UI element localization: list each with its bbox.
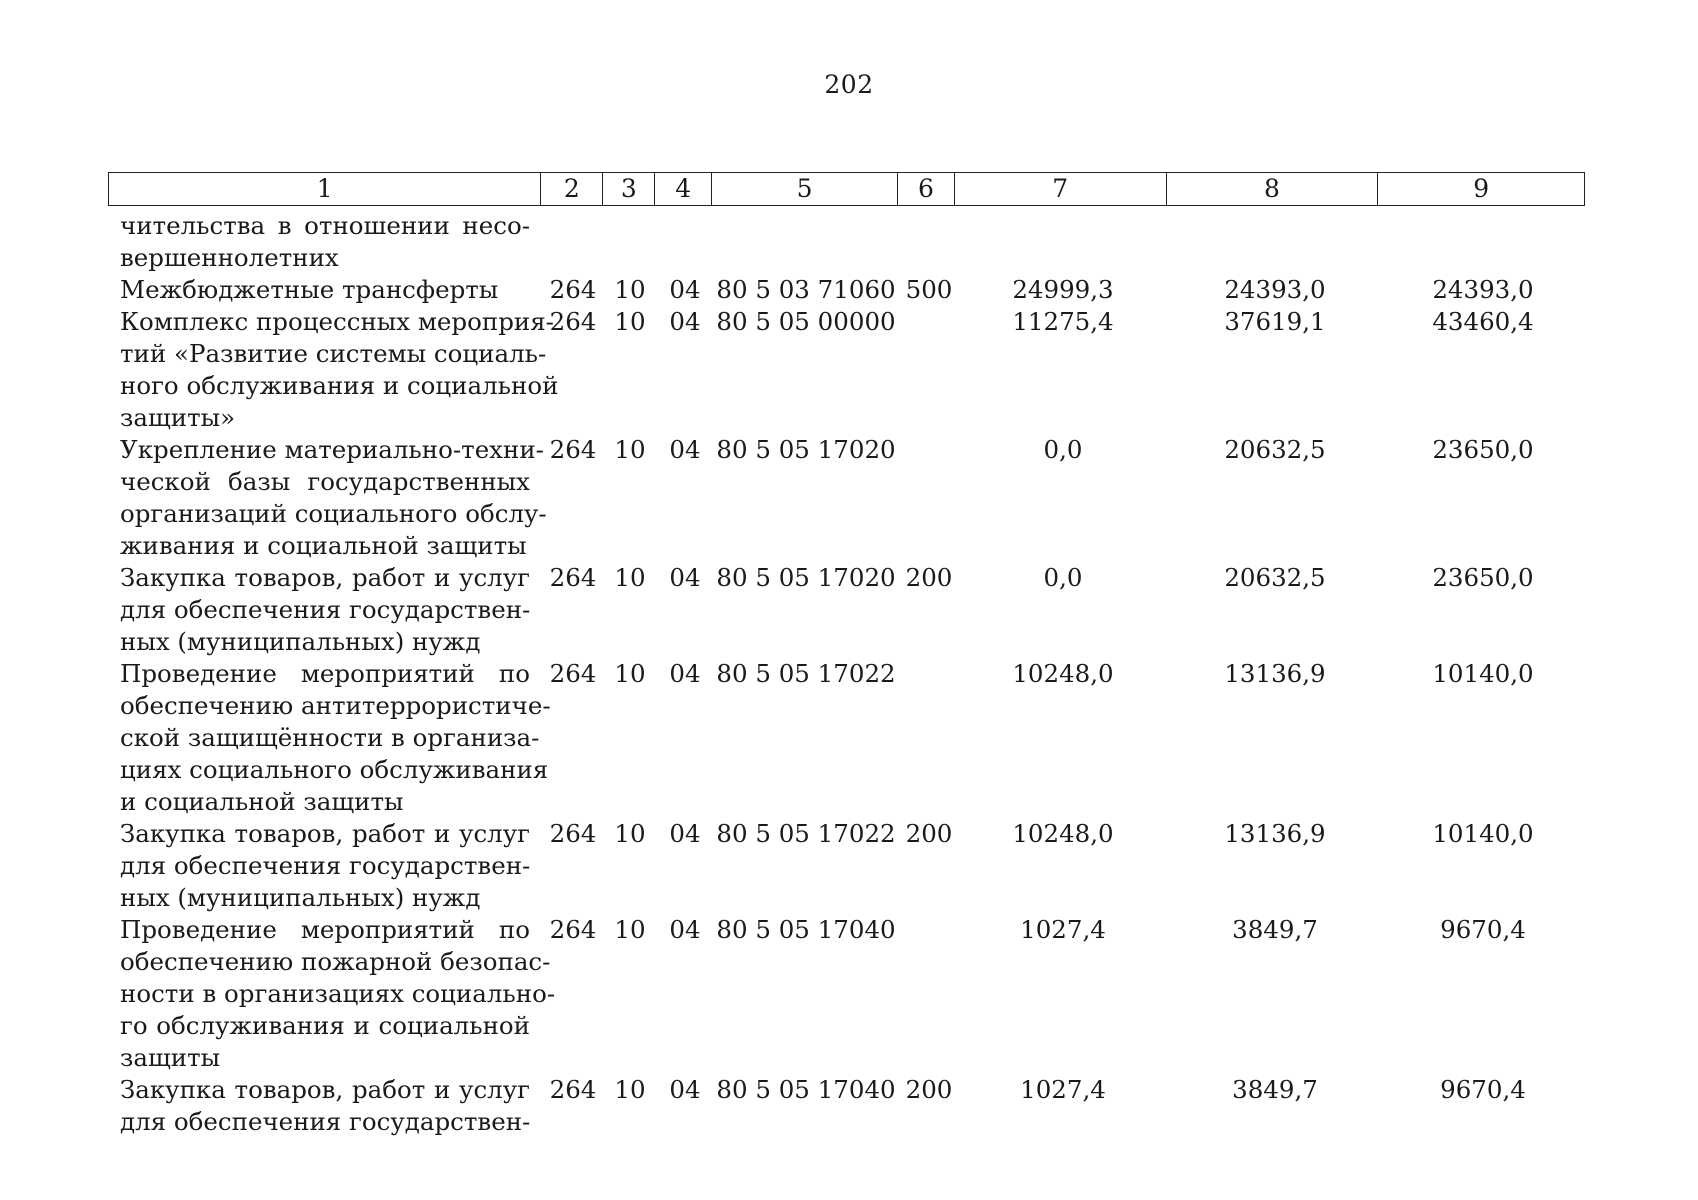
- cell-col-3: 10: [614, 915, 646, 944]
- cell-col-3: 10: [614, 563, 646, 592]
- cell-col-3: 10: [614, 275, 646, 304]
- cell-col-8: 37619,1: [1224, 307, 1326, 336]
- description-line: обеспечению пожарной безопас-: [120, 947, 551, 976]
- cell-col-8: 13136,9: [1224, 819, 1326, 848]
- cell-col-6: 200: [905, 819, 953, 848]
- description-line: Проведение мероприятий по: [120, 915, 530, 944]
- cell-col-8: 13136,9: [1224, 659, 1326, 688]
- cell-col-4: 04: [669, 275, 701, 304]
- description-line: для обеспечения государствен-: [120, 851, 531, 880]
- cell-col-5: 80 5 03 71060: [716, 275, 896, 304]
- cell-col-7: 0,0: [1043, 435, 1083, 464]
- cell-col-2: 264: [549, 659, 597, 688]
- header-col-1: 1: [109, 173, 541, 205]
- cell-col-5: 80 5 05 17022: [716, 659, 896, 688]
- row-description: [120, 818, 530, 914]
- cell-col-3: 10: [614, 819, 646, 848]
- description-line: ных (муниципальных) нужд: [120, 627, 481, 656]
- table-row: [0, 562, 1698, 658]
- cell-col-4: 04: [669, 915, 701, 944]
- cell-col-4: 04: [669, 435, 701, 464]
- description-line: защиты»: [120, 403, 236, 432]
- header-col-2: 2: [541, 173, 603, 205]
- description-line: Укрепление материально-техни-: [120, 435, 544, 464]
- description-line: Закупка товаров, работ и услуг: [120, 1075, 530, 1104]
- cell-col-9: 23650,0: [1432, 563, 1534, 592]
- table-row: [0, 434, 1698, 562]
- description-line: Комплекс процессных мероприя-: [120, 307, 554, 336]
- cell-col-3: 10: [614, 435, 646, 464]
- page-number: 202: [824, 70, 874, 99]
- description-line: ской защищённости в организа-: [120, 723, 540, 752]
- cell-col-5: 80 5 05 17040: [716, 1075, 896, 1104]
- description-line: Межбюджетные трансферты: [120, 275, 499, 304]
- cell-col-2: 264: [549, 563, 597, 592]
- row-description: [120, 914, 556, 1074]
- description-line: тий «Развитие системы социаль-: [120, 339, 547, 368]
- cell-col-3: 10: [614, 659, 646, 688]
- cell-col-7: 24999,3: [1012, 275, 1114, 304]
- cell-col-6: 200: [905, 1075, 953, 1104]
- description-line: Проведение мероприятий по: [120, 659, 530, 688]
- cell-col-7: 11275,4: [1012, 307, 1114, 336]
- table-row: [0, 306, 1698, 434]
- header-col-7: 7: [955, 173, 1167, 205]
- description-line: живания и социальной защиты: [120, 531, 527, 560]
- cell-col-4: 04: [669, 819, 701, 848]
- cell-col-4: 04: [669, 1075, 701, 1104]
- header-col-9: 9: [1473, 174, 1490, 203]
- cell-col-4: 04: [669, 307, 701, 336]
- cell-col-5: 80 5 05 17020: [716, 563, 896, 592]
- cell-col-2: 264: [549, 1075, 597, 1104]
- table-row: [0, 818, 1698, 914]
- cell-col-8: 3849,7: [1232, 915, 1318, 944]
- cell-col-9: 24393,0: [1432, 275, 1534, 304]
- cell-col-7: 10248,0: [1012, 819, 1114, 848]
- description-line: для обеспечения государствен-: [120, 1107, 531, 1136]
- description-line: вершеннолетних: [120, 243, 339, 272]
- row-description: [120, 562, 530, 658]
- cell-col-5: 80 5 05 17020: [716, 435, 896, 464]
- description-line: для обеспечения государствен-: [120, 595, 531, 624]
- row-description: [120, 434, 547, 562]
- cell-col-5: 80 5 05 17040: [716, 915, 896, 944]
- cell-col-6: 200: [905, 563, 953, 592]
- cell-col-7: 1027,4: [1020, 1075, 1106, 1104]
- cell-col-7: 0,0: [1043, 563, 1083, 592]
- description-line: го обслуживания и социальной: [120, 1011, 530, 1040]
- header-col-4: 4: [655, 173, 712, 205]
- cell-col-8: 24393,0: [1224, 275, 1326, 304]
- table-row: [0, 914, 1698, 1074]
- cell-col-2: 264: [549, 307, 597, 336]
- description-line: чительства в отношении несо-: [120, 211, 530, 240]
- table-row: [0, 274, 1698, 306]
- row-description: [120, 1074, 530, 1138]
- cell-col-9: 43460,4: [1432, 307, 1534, 336]
- table-row: [0, 1074, 1698, 1138]
- cell-col-9: 9670,4: [1440, 1075, 1526, 1104]
- cell-col-3: 10: [614, 1075, 646, 1104]
- header-col-5: 5: [712, 173, 898, 205]
- cell-col-2: 264: [549, 435, 597, 464]
- row-description: [120, 210, 530, 274]
- row-description: [120, 306, 559, 434]
- cell-col-6: 500: [905, 275, 953, 304]
- cell-col-2: 264: [549, 275, 597, 304]
- cell-col-8: 20632,5: [1224, 435, 1326, 464]
- table-header: [108, 172, 1585, 206]
- description-line: защиты: [120, 1043, 221, 1072]
- cell-col-9: 23650,0: [1432, 435, 1534, 464]
- description-line: ного обслуживания и социальной: [120, 371, 559, 400]
- row-description: [120, 658, 551, 818]
- table-row: [0, 658, 1698, 818]
- cell-col-4: 04: [669, 563, 701, 592]
- table-row: [0, 210, 1698, 274]
- header-col-8: 8: [1167, 173, 1379, 205]
- cell-col-5: 80 5 05 00000: [716, 307, 896, 336]
- description-line: обеспечению антитеррористиче-: [120, 691, 551, 720]
- description-line: Закупка товаров, работ и услуг: [120, 819, 530, 848]
- cell-col-5: 80 5 05 17022: [716, 819, 896, 848]
- description-line: и социальной защиты: [120, 787, 404, 816]
- cell-col-8: 3849,7: [1232, 1075, 1318, 1104]
- cell-col-8: 20632,5: [1224, 563, 1326, 592]
- cell-col-2: 264: [549, 819, 597, 848]
- cell-col-7: 10248,0: [1012, 659, 1114, 688]
- cell-col-2: 264: [549, 915, 597, 944]
- cell-col-9: 10140,0: [1432, 659, 1534, 688]
- header-col-3: 3: [603, 173, 655, 205]
- row-description: [120, 274, 530, 306]
- description-line: ческой базы государственных: [120, 467, 530, 496]
- cell-col-9: 9670,4: [1440, 915, 1526, 944]
- description-line: Закупка товаров, работ и услуг: [120, 563, 530, 592]
- cell-col-3: 10: [614, 307, 646, 336]
- cell-col-9: 10140,0: [1432, 819, 1534, 848]
- description-line: циях социального обслуживания: [120, 755, 549, 784]
- description-line: организаций социального обслу-: [120, 499, 547, 528]
- description-line: ных (муниципальных) нужд: [120, 883, 481, 912]
- cell-col-7: 1027,4: [1020, 915, 1106, 944]
- description-line: ности в организациях социально-: [120, 979, 556, 1008]
- cell-col-4: 04: [669, 659, 701, 688]
- header-col-6: 6: [898, 173, 955, 205]
